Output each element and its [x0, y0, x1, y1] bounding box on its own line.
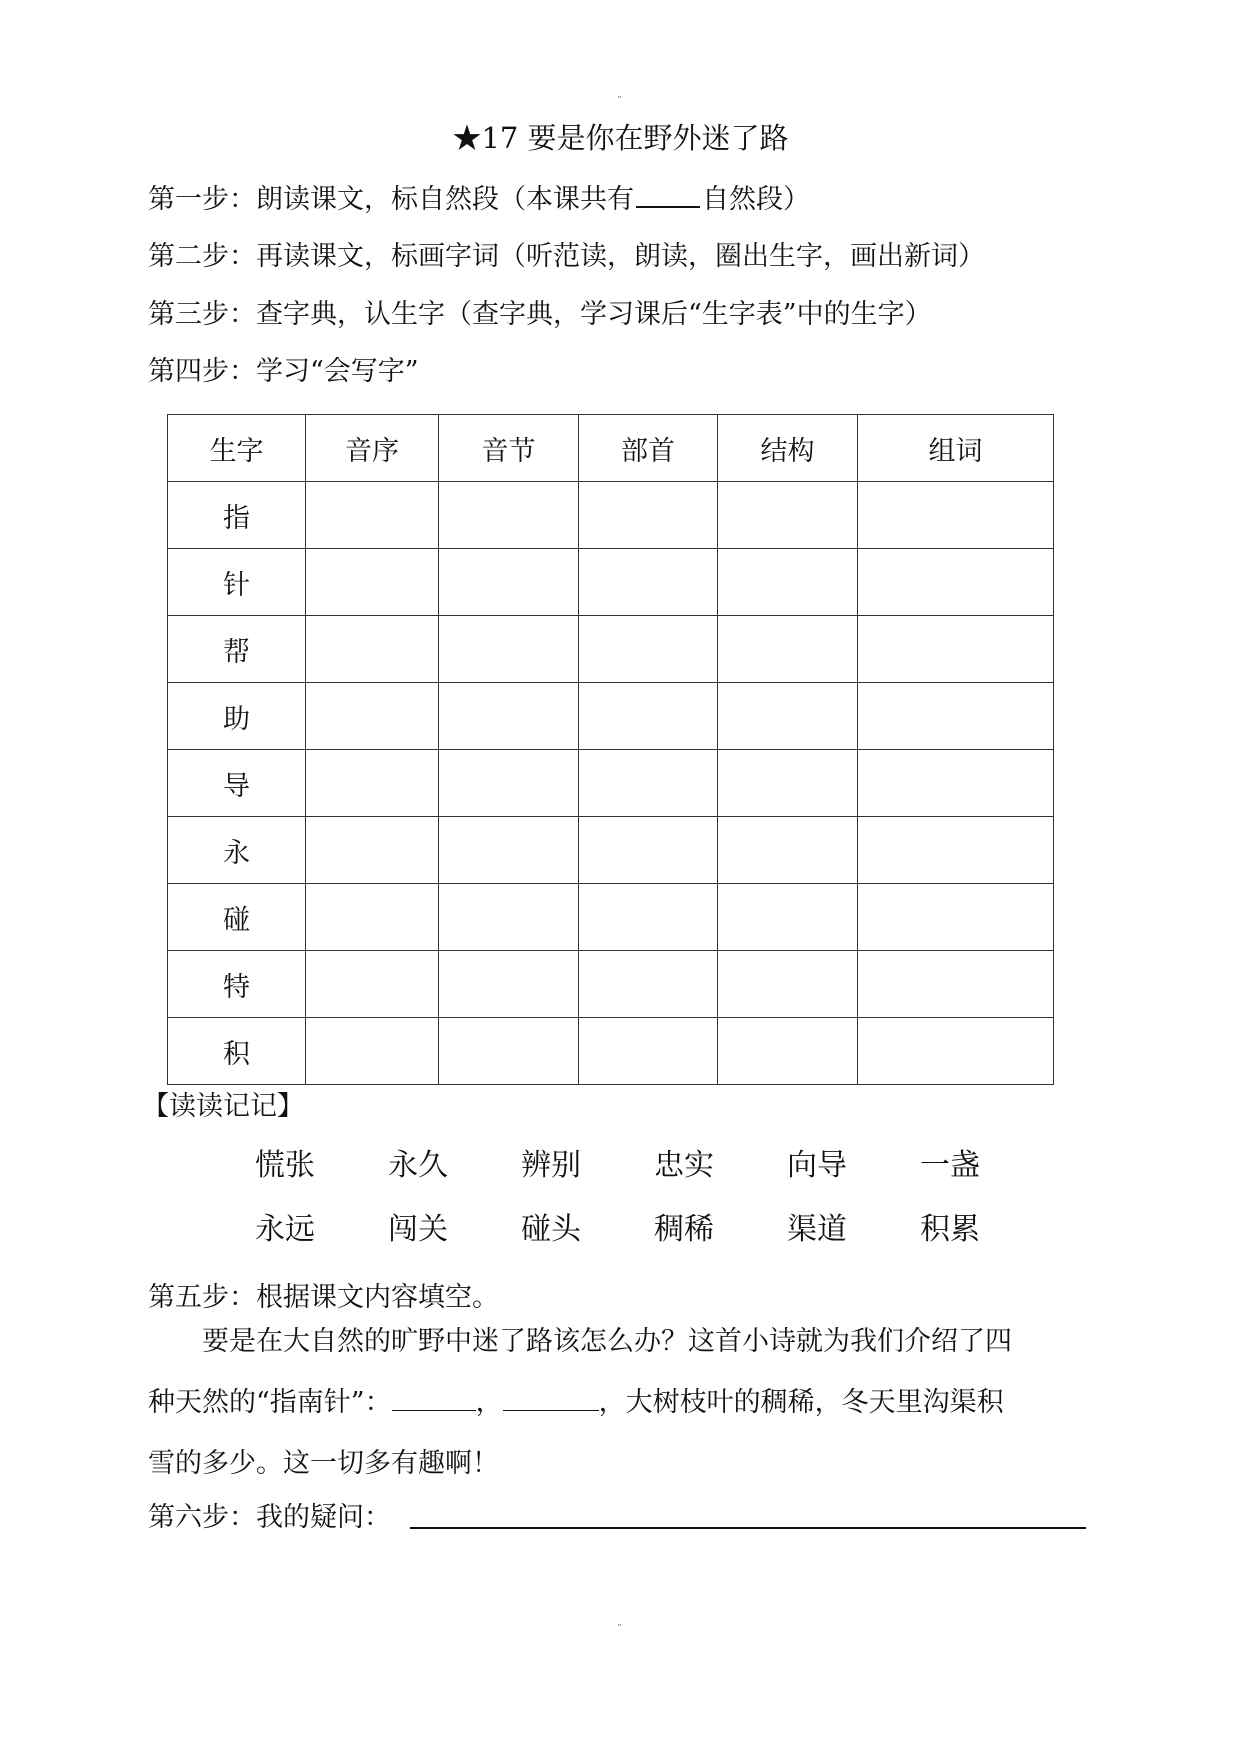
- answer-cell[interactable]: [306, 817, 439, 884]
- answer-cell[interactable]: [439, 549, 579, 616]
- word: 忠实: [654, 1148, 714, 1183]
- answer-cell[interactable]: [439, 1018, 579, 1085]
- answer-cell[interactable]: [858, 549, 1054, 616]
- answer-cell[interactable]: [718, 683, 858, 750]
- question-answer-line[interactable]: [410, 1527, 1086, 1529]
- answer-cell[interactable]: [858, 750, 1054, 817]
- paragraph-count-blank[interactable]: [636, 180, 700, 208]
- reading-heading: 【读读记记】: [142, 1091, 304, 1122]
- answer-cell[interactable]: [858, 683, 1054, 750]
- answer-cell[interactable]: [306, 951, 439, 1018]
- answer-cell[interactable]: [579, 482, 718, 549]
- answer-cell[interactable]: [306, 616, 439, 683]
- answer-cell[interactable]: [718, 1018, 858, 1085]
- character-table: [167, 414, 1054, 1085]
- step-1: [148, 177, 810, 216]
- table-row: [168, 482, 1054, 549]
- page-title: ★17 要是你在野外迷了路: [452, 121, 789, 155]
- word: 辨别: [521, 1148, 581, 1183]
- step-6: 第六步：我的疑问：: [148, 1502, 391, 1533]
- header-cell: 音节: [439, 415, 579, 482]
- header-cell: 组词: [858, 415, 1054, 482]
- header-cell: 音序: [306, 415, 439, 482]
- answer-cell[interactable]: [306, 683, 439, 750]
- word: 慌张: [255, 1148, 315, 1183]
- answer-cell[interactable]: [718, 482, 858, 549]
- answer-cell[interactable]: [439, 750, 579, 817]
- table-row: [168, 884, 1054, 951]
- answer-cell[interactable]: [718, 616, 858, 683]
- answer-cell[interactable]: [858, 951, 1054, 1018]
- answer-cell[interactable]: [306, 1018, 439, 1085]
- word: 碰头: [521, 1212, 581, 1247]
- compass-blank-1[interactable]: [392, 1388, 476, 1411]
- step-4: 第四步：学习“会写字”: [148, 356, 419, 387]
- passage-text-2: 种天然的“指南针”：: [148, 1387, 392, 1418]
- word: 闯关: [388, 1212, 448, 1247]
- word: 渠道: [787, 1212, 847, 1247]
- header-mark: ¨: [617, 96, 622, 107]
- step-1-text: 第一步：朗读课文，标自然段（本课共有: [148, 184, 634, 215]
- answer-cell[interactable]: [579, 683, 718, 750]
- table-header-row: [168, 415, 1054, 482]
- char-cell: 积: [168, 1018, 306, 1085]
- answer-cell[interactable]: [579, 616, 718, 683]
- word: 永远: [255, 1212, 315, 1247]
- word: 积累: [920, 1212, 980, 1247]
- table-row: [168, 951, 1054, 1018]
- answer-cell[interactable]: [718, 549, 858, 616]
- answer-cell[interactable]: [439, 884, 579, 951]
- step-3: 第三步：查字典，认生字（查字典，学习课后“生字表”中的生字）: [148, 299, 932, 330]
- answer-cell[interactable]: [439, 817, 579, 884]
- passage-line-1: [148, 1311, 1088, 1372]
- answer-cell[interactable]: [718, 817, 858, 884]
- answer-cell[interactable]: [439, 616, 579, 683]
- char-cell: 碰: [168, 884, 306, 951]
- answer-cell[interactable]: [858, 482, 1054, 549]
- char-cell: 导: [168, 750, 306, 817]
- compass-blank-2[interactable]: [503, 1388, 599, 1411]
- table-row: [168, 549, 1054, 616]
- char-cell: 帮: [168, 616, 306, 683]
- passage-line-3: [148, 1433, 1088, 1494]
- table-row: [168, 616, 1054, 683]
- answer-cell[interactable]: [718, 750, 858, 817]
- table-row: [168, 683, 1054, 750]
- passage-text-3: ，大树枝叶的稠稀，冬天里沟渠积: [598, 1387, 1004, 1418]
- answer-cell[interactable]: [306, 750, 439, 817]
- char-cell: 特: [168, 951, 306, 1018]
- passage-text-4: 雪的多少。这一切多有趣啊！: [148, 1448, 499, 1479]
- header-cell: 部首: [579, 415, 718, 482]
- answer-cell[interactable]: [718, 951, 858, 1018]
- answer-cell[interactable]: [579, 951, 718, 1018]
- step-1-suffix: 自然段）: [702, 184, 810, 215]
- char-cell: 永: [168, 817, 306, 884]
- answer-cell[interactable]: [858, 884, 1054, 951]
- passage-comma: ，: [475, 1387, 503, 1418]
- answer-cell[interactable]: [439, 482, 579, 549]
- word: 永久: [388, 1148, 448, 1183]
- passage: [148, 1311, 1088, 1494]
- answer-cell[interactable]: [579, 1018, 718, 1085]
- table-row: [168, 817, 1054, 884]
- step-2: 第二步：再读课文，标画字词（听范读，朗读，圈出生字，画出新词）: [148, 241, 985, 272]
- answer-cell[interactable]: [579, 750, 718, 817]
- answer-cell[interactable]: [858, 1018, 1054, 1085]
- answer-cell[interactable]: [579, 549, 718, 616]
- char-cell: 针: [168, 549, 306, 616]
- step-5: 第五步：根据课文内容填空。: [148, 1282, 499, 1313]
- table-row: [168, 750, 1054, 817]
- answer-cell[interactable]: [579, 817, 718, 884]
- char-cell: 指: [168, 482, 306, 549]
- answer-cell[interactable]: [858, 616, 1054, 683]
- char-cell: 助: [168, 683, 306, 750]
- answer-cell[interactable]: [306, 549, 439, 616]
- word: 向导: [787, 1148, 847, 1183]
- answer-cell[interactable]: [858, 817, 1054, 884]
- passage-line-2: [148, 1372, 1088, 1433]
- word: 一盏: [920, 1148, 980, 1183]
- header-cell: 结构: [718, 415, 858, 482]
- answer-cell[interactable]: [579, 884, 718, 951]
- answer-cell[interactable]: [718, 884, 858, 951]
- table-row: [168, 1018, 1054, 1085]
- footer-mark: ¨: [617, 1624, 622, 1635]
- answer-cell[interactable]: [306, 884, 439, 951]
- answer-cell[interactable]: [306, 482, 439, 549]
- answer-cell[interactable]: [439, 951, 579, 1018]
- header-cell: 生字: [168, 415, 306, 482]
- passage-text-1: 要是在大自然的旷野中迷了路该怎么办？这首小诗就为我们介绍了四: [202, 1326, 1012, 1357]
- answer-cell[interactable]: [439, 683, 579, 750]
- word: 稠稀: [654, 1212, 714, 1247]
